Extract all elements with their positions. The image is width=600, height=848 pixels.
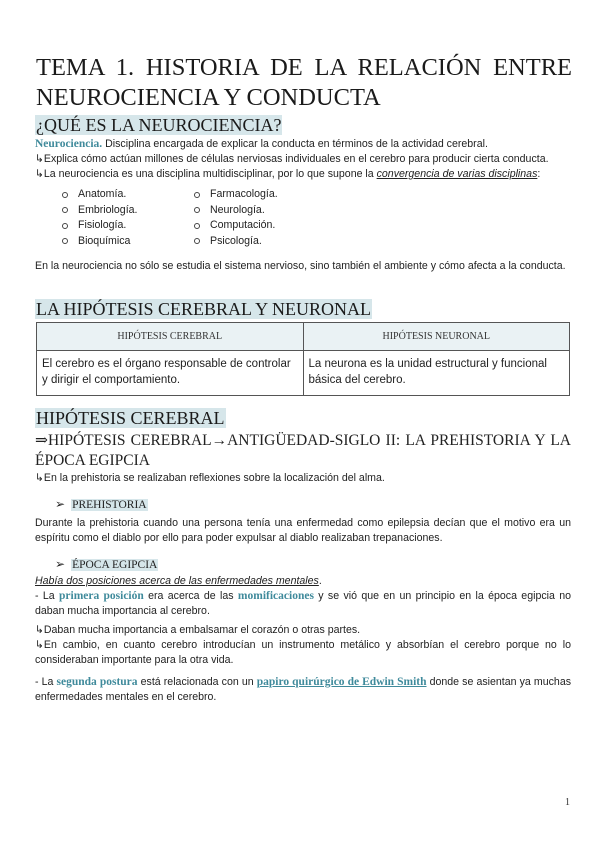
bullet-icon bbox=[62, 223, 68, 229]
bullet-icon bbox=[194, 207, 200, 213]
table-header-cerebral: HIPÓTESIS CEREBRAL bbox=[37, 323, 304, 351]
term-neurociencia: Neurociencia. bbox=[35, 138, 103, 150]
hypothesis-table bbox=[36, 322, 570, 396]
bullet-icon bbox=[194, 192, 200, 198]
list-item: Psicología. bbox=[194, 234, 278, 250]
egypt-intro: Había dos posiciones acerca de las enfermedades mentales. bbox=[35, 575, 322, 587]
convergence-phrase: convergencia de varias disciplinas bbox=[376, 168, 538, 180]
term-segunda-postura: segunda postura bbox=[56, 676, 138, 688]
section-heading-hipotesis-cerebral: HIPÓTESIS CEREBRAL bbox=[36, 408, 225, 428]
prehistory-paragraph: Durante la prehistoria cuando una persona tenía una enfermedad como epilepsia decían que el motivo era un espíritu como el diablo por ello para poder expulsar al diablo realizaban trepanaciones. bbox=[35, 517, 571, 544]
bullet-icon bbox=[62, 207, 68, 213]
bullet-icon bbox=[194, 238, 200, 244]
bullet-icon bbox=[62, 238, 68, 244]
definition-line: Neurociencia. Disciplina encargada de explicar la conducta en términos de la actividad cerebral. bbox=[35, 138, 488, 150]
subsection-label: PREHISTORIA bbox=[72, 498, 147, 511]
page-number: 1 bbox=[565, 797, 570, 808]
brain-note: ↳En cambio, en cuanto cerebro introducían un instrumento metálico y absorbían el cerebro porque no lo consideraban importante para la otra vida. bbox=[35, 639, 571, 666]
section-subheading: ⇒HIPÓTESIS CEREBRAL→ANTIGÜEDAD-SIGLO II: LA PREHISTORIA Y LA ÉPOCA EGIPCIA bbox=[35, 432, 571, 469]
table-cell-cerebral: El cerebro es el órgano responsable de controlar y dirigir el comportamiento. bbox=[37, 351, 304, 396]
heart-note: ↳Daban mucha importancia a embalsamar el corazón o otras partes. bbox=[35, 624, 361, 636]
disciplines-list-col1 bbox=[62, 187, 137, 249]
list-item: Embriología. bbox=[62, 203, 137, 219]
term-primera-posicion: primera posición bbox=[59, 590, 144, 602]
neuroscience-paragraph: En la neurociencia no sólo se estudia el sistema nervioso, sino también el ambiente y cómo afecta a la conducta. bbox=[35, 260, 566, 272]
list-item: Computación. bbox=[194, 218, 278, 234]
section-heading-neurociencia: ¿QUÉ ES LA NEUROCIENCIA? bbox=[36, 115, 282, 135]
subsection-prehistoria bbox=[55, 497, 148, 512]
prehistory-note: ↳En la prehistoria se realizaban reflexiones sobre la localización del alma. bbox=[35, 472, 385, 484]
multidisciplinary-line: ↳La neurociencia es una disciplina multidisciplinar, por lo que supone la convergencia de varias disciplinas: bbox=[35, 168, 541, 180]
bullet-icon bbox=[62, 192, 68, 198]
first-position-paragraph: - La primera posición era acerca de las momificaciones y se vió que en un principio en la época egipcia no daban mucha importancia al cerebro. bbox=[35, 590, 571, 617]
table-header-neuronal: HIPÓTESIS NEURONAL bbox=[303, 323, 570, 351]
arrowhead-icon: ➢ bbox=[55, 497, 66, 511]
list-item: Anatomía. bbox=[62, 187, 137, 203]
explanation-line: ↳Explica cómo actúan millones de células nerviosas individuales en el cerebro para producir cierta conducta. bbox=[35, 153, 549, 165]
document-title bbox=[36, 53, 572, 113]
section-heading-hipotesis: LA HIPÓTESIS CEREBRAL Y NEURONAL bbox=[36, 299, 372, 319]
subsection-label: ÉPOCA EGIPCIA bbox=[72, 558, 158, 571]
list-item: Neurología. bbox=[194, 203, 278, 219]
disciplines-list-col2 bbox=[194, 187, 278, 249]
term-papiro-edwin-smith: papiro quirúrgico de Edwin Smith bbox=[256, 676, 427, 688]
term-momificaciones: momificaciones bbox=[237, 590, 314, 602]
bullet-icon bbox=[194, 223, 200, 229]
list-item: Farmacología. bbox=[194, 187, 278, 203]
list-item: Bioquímica bbox=[62, 234, 137, 250]
second-position-paragraph: - La segunda postura está relacionada con un papiro quirúrgico de Edwin Smith donde se asientan ya muchas enfermedades mentales en el cerebro. bbox=[35, 676, 572, 703]
title-line-1: TEMA 1. HISTORIA DE LA RELACIÓN ENTRE bbox=[36, 54, 572, 81]
subsection-egipcia bbox=[55, 557, 158, 572]
table-cell-neuronal: La neurona es la unidad estructural y funcional básica del cerebro. bbox=[303, 351, 570, 396]
arrowhead-icon: ➢ bbox=[55, 557, 66, 571]
title-line-2: NEUROCIENCIA Y CONDUCTA bbox=[36, 84, 381, 111]
list-item: Fisiología. bbox=[62, 218, 137, 234]
